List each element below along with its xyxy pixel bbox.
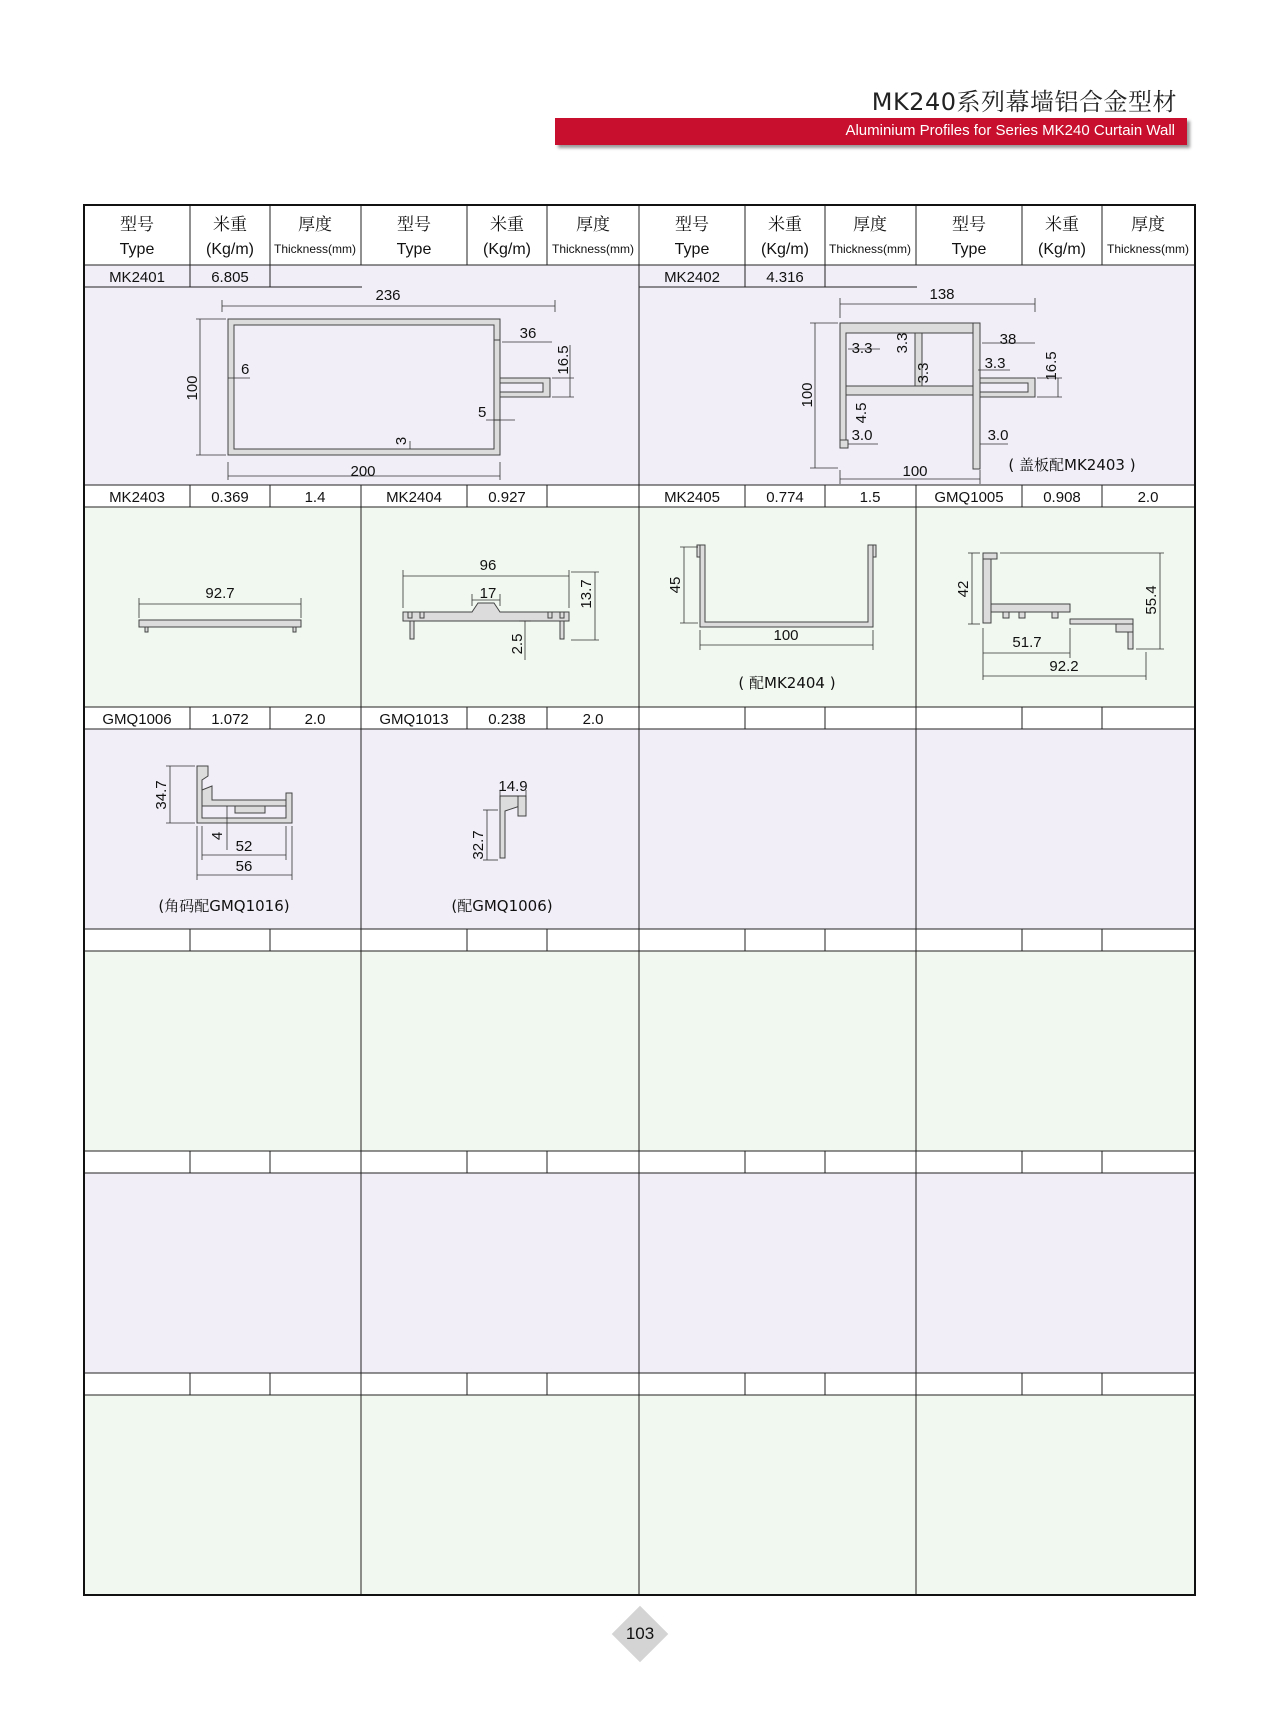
dim-label: 52 <box>235 838 253 855</box>
dim-label: 92.2 <box>1049 658 1079 675</box>
type-cell: MK2403 <box>109 489 165 506</box>
header-type-zh: 型号 <box>397 215 431 235</box>
dim-label: 100 <box>799 382 816 408</box>
header-type-en: Type <box>951 241 987 258</box>
dim-label: 42 <box>955 580 972 598</box>
dim-label: 56 <box>235 858 253 875</box>
header-type-en: Type <box>119 241 155 258</box>
dim-label: 3.3 <box>894 332 911 354</box>
dim-label: 13.7 <box>578 579 595 609</box>
header-weight-en: (Kg/m) <box>206 241 254 258</box>
dim-label: 36 <box>519 325 537 342</box>
header-weight-en: (Kg/m) <box>483 241 531 258</box>
dim-label: 16.5 <box>1043 351 1060 381</box>
dim-label: 32.7 <box>470 830 487 860</box>
type-cell: MK2404 <box>386 489 442 506</box>
dim-label: 16.5 <box>555 345 572 375</box>
dim-label: 38 <box>999 331 1017 348</box>
weight-cell: 0.369 <box>211 489 249 506</box>
type-cell: MK2405 <box>664 489 720 506</box>
dim-label: 96 <box>479 557 497 574</box>
header-weight-zh: 米重 <box>490 215 524 235</box>
weight-cell: 0.908 <box>1043 489 1081 506</box>
thickness-cell: 1.5 <box>859 489 881 506</box>
page-number: 103 <box>625 1624 655 1643</box>
profile-note: ( 盖板配MK2403 ) <box>1008 456 1136 474</box>
dim-label: 3 <box>393 436 410 446</box>
dim-label: 92.7 <box>205 585 235 602</box>
dim-label: 34.7 <box>153 780 170 810</box>
header-thickness-zh: 厚度 <box>298 215 332 235</box>
type-cell: GMQ1005 <box>934 489 1004 506</box>
profile-note: (配GMQ1006) <box>451 897 553 915</box>
weight-cell: 1.072 <box>211 711 249 728</box>
dim-label: 3.3 <box>915 362 932 384</box>
header-type-en: Type <box>396 241 432 258</box>
header-type-zh: 型号 <box>120 215 154 235</box>
dim-label: 4.5 <box>853 402 870 424</box>
thickness-cell: 2.0 <box>582 711 604 728</box>
page-subtitle: Aluminium Profiles for Series MK240 Curtain Wall <box>845 122 1175 139</box>
header-thickness-zh: 厚度 <box>853 215 887 235</box>
weight-cell: 4.316 <box>766 269 804 286</box>
header-weight-en: (Kg/m) <box>1038 241 1086 258</box>
header-weight-zh: 米重 <box>213 215 247 235</box>
dim-label: 3.0 <box>851 427 873 444</box>
type-cell: GMQ1006 <box>102 711 172 728</box>
dim-label: 14.9 <box>498 778 528 795</box>
type-cell: MK2402 <box>664 269 720 286</box>
header-thickness-zh: 厚度 <box>1131 215 1165 235</box>
dim-label: 6 <box>241 361 250 378</box>
header-type-en: Type <box>674 241 710 258</box>
dim-label: 4 <box>209 831 226 841</box>
dim-label: 51.7 <box>1012 634 1042 651</box>
weight-cell: 6.805 <box>211 269 249 286</box>
page-number-badge <box>612 1606 668 1662</box>
dim-label: 100 <box>902 463 928 480</box>
dim-label: 200 <box>350 463 376 480</box>
weight-cell: 0.927 <box>488 489 526 506</box>
dim-label: 55.4 <box>1143 585 1160 615</box>
header-thickness-en: Thickness(mm) <box>551 242 635 256</box>
header-weight-zh: 米重 <box>1045 215 1079 235</box>
profile-note: ( 配MK2404 ) <box>738 674 836 692</box>
dim-label: 100 <box>773 627 799 644</box>
header-thickness-en: Thickness(mm) <box>1106 242 1190 256</box>
dim-label: 138 <box>929 286 955 303</box>
header-type-zh: 型号 <box>952 215 986 235</box>
header-thickness-en: Thickness(mm) <box>828 242 912 256</box>
dim-label: 3.3 <box>984 355 1006 372</box>
thickness-cell: 1.4 <box>304 489 326 506</box>
header-thickness-en: Thickness(mm) <box>273 242 357 256</box>
page-title: MK240系列幕墙铝合金型材 <box>871 88 1177 116</box>
type-cell: GMQ1013 <box>379 711 449 728</box>
weight-cell: 0.238 <box>488 711 526 728</box>
header-type-zh: 型号 <box>675 215 709 235</box>
dim-label: 45 <box>667 576 684 594</box>
dim-label: 236 <box>375 287 401 304</box>
dim-label: 5 <box>478 404 487 421</box>
dim-label: 17 <box>479 585 497 602</box>
header-weight-en: (Kg/m) <box>761 241 809 258</box>
header-weight-zh: 米重 <box>768 215 802 235</box>
thickness-cell: 2.0 <box>304 711 326 728</box>
dim-label: 3.3 <box>851 340 873 357</box>
dim-label: 3.0 <box>987 427 1009 444</box>
weight-cell: 0.774 <box>766 489 804 506</box>
header-thickness-zh: 厚度 <box>576 215 610 235</box>
dim-label: 2.5 <box>509 633 526 655</box>
thickness-cell: 2.0 <box>1137 489 1159 506</box>
profile-note: (角码配GMQ1016) <box>158 897 290 915</box>
type-cell: MK2401 <box>109 269 165 286</box>
dim-label: 100 <box>184 375 201 401</box>
